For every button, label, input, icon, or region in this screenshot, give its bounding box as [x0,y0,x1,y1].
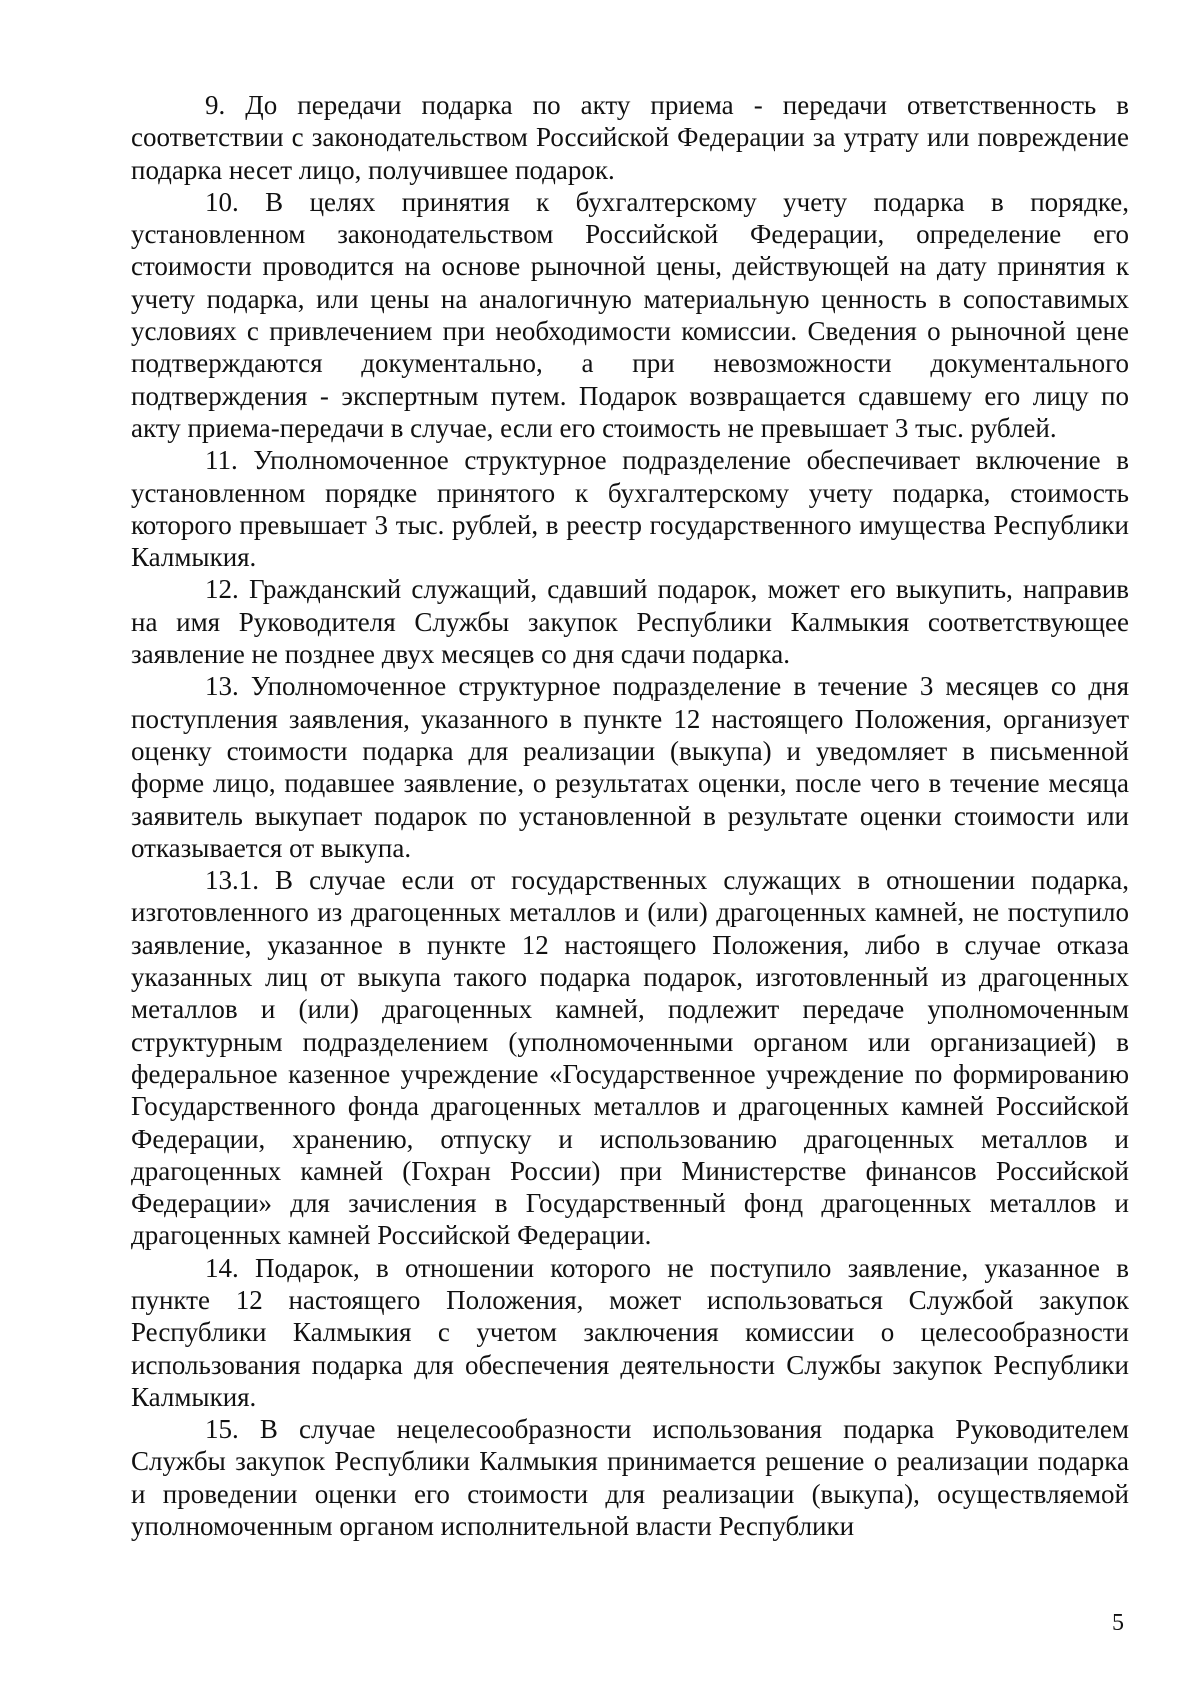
paragraph-item-10: 10. В целях принятия к бухгалтерскому учету подарка в порядке, установленном законодательством Российской Федерации, определение его стоимости проводится на основе рыночной цены, действующей на дату принятия к учету подарка, или цены на аналогичную материальную ценность в сопоставимых условиях с привлечением при необходимости комиссии. Сведения о рыночной цене подтверждаются документально, а при невозможности документального подтверждения - экспертным путем. Подарок возвращается сдавшему его лицу по акту приема-передачи в случае, если его стоимость не превышает 3 тыс. рублей. [131,186,1129,443]
paragraph-item-15: 15. В случае нецелесообразности использования подарка Руководителем Службы закупок Республики Калмыкия принимается решение о реализации подарка и проведении оценки его стоимости для реализации (выкупа), осуществляемой уполномоченным органом исполнительной власти Республики [131,1414,1129,1542]
paragraph-item-14: 14. Подарок, в отношении которого не поступило заявление, указанное в пункте 12 настоящего Положения, может использоваться Службой закупок Республики Калмыкия с учетом заключения комиссии о целесообразности использования подарка для обеспечения деятельности Службы закупок Республики Калмыкия. [131,1252,1129,1412]
paragraph-item-9: 9. До передачи подарка по акту приема - передачи ответственность в соответствии с законодательством Российской Федерации за утрату или повреждение подарка несет лицо, получившее подарок. [131,90,1129,185]
paragraph-item-13-1: 13.1. В случае если от государственных служащих в отношении подарка, изготовленного из драгоценных металлов и (или) драгоценных камней, не поступило заявление, указанное в пункте 12 настоящего Положения, либо в случае отказа указанных лиц от выкупа такого подарка подарок, изготовленный из драгоценных металлов и (или) драгоценных камней, подлежит передаче уполномоченным структурным подразделением (уполномоченными органом или организацией) в федеральное казенное учреждение «Государственное учреждение по формированию Государственного фонда драгоценных металлов и драгоценных камней Российской Федерации, хранению, отпуску и использованию драгоценных металлов и драгоценных камней (Гохран России) при Министерстве финансов Российской Федерации» для зачисления в Государственный фонд драгоценных металлов и драгоценных камней Российской Федерации. [131,865,1129,1251]
document-body [131,89,1129,1542]
page-number: 5 [1112,1610,1124,1636]
paragraph-item-13: 13. Уполномоченное структурное подразделение в течение 3 месяцев со дня поступления заявления, указанного в пункте 12 настоящего Положения, организует оценку стоимости подарка для реализации (выкупа) и уведомляет в письменной форме лицо, подавшее заявление, о результатах оценки, после чего в течение месяца заявитель выкупает подарок по установленной в результате оценки стоимости или отказывается от выкупа. [131,671,1129,863]
paragraph-item-11: 11. Уполномоченное структурное подразделение обеспечивает включение в установленном порядке принятого к бухгалтерскому учету подарка, стоимость которого превышает 3 тыс. рублей, в реестр государственного имущества Республики Калмыкия. [131,445,1129,573]
paragraph-item-12: 12. Гражданский служащий, сдавший подарок, может его выкупить, направив на имя Руководителя Службы закупок Республики Калмыкия соответствующее заявление не позднее двух месяцев со дня сдачи подарка. [131,574,1129,670]
